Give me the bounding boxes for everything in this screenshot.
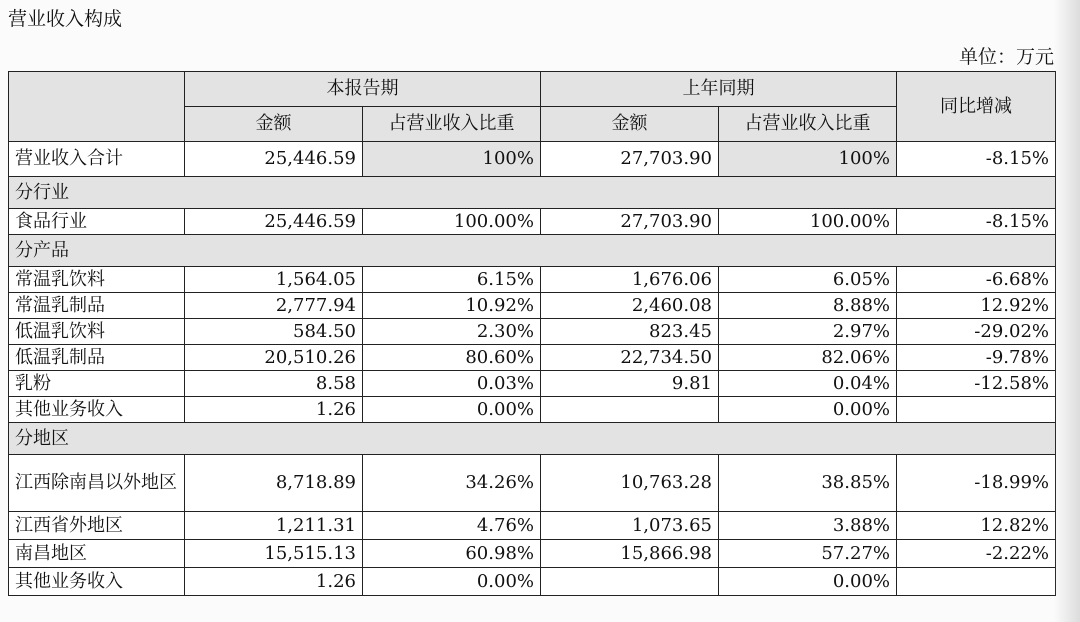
header-cur-ratio: 占营业收入比重	[363, 107, 541, 142]
table-row	[9, 568, 1056, 596]
yoy-cell: -8.15%	[897, 142, 1056, 177]
prev-amount-cell: 823.45	[541, 319, 719, 345]
yoy-cell: 12.92%	[897, 293, 1056, 319]
header-current-period: 本报告期	[185, 72, 541, 107]
table-row	[9, 397, 1056, 423]
prev-ratio-cell: 6.05%	[719, 267, 897, 293]
yoy-cell	[897, 397, 1056, 423]
yoy-cell: -12.58%	[897, 371, 1056, 397]
total-row	[9, 142, 1056, 177]
table-row	[9, 319, 1056, 345]
prev-amount-cell: 1,676.06	[541, 267, 719, 293]
section-row-product	[9, 235, 1056, 267]
yoy-cell: -8.15%	[897, 209, 1056, 235]
yoy-cell	[897, 568, 1056, 596]
cur-ratio-cell: 100%	[363, 142, 541, 177]
cur-amount-cell: 25,446.59	[185, 142, 363, 177]
prev-ratio-cell: 3.88%	[719, 512, 897, 540]
row-label: 常温乳制品	[9, 293, 185, 319]
row-label: 南昌地区	[9, 540, 185, 568]
table-row	[9, 267, 1056, 293]
table-row	[9, 371, 1056, 397]
cur-amount-cell: 8.58	[185, 371, 363, 397]
cur-amount-cell: 20,510.26	[185, 345, 363, 371]
cur-amount-cell: 584.50	[185, 319, 363, 345]
prev-amount-cell: 10,763.28	[541, 455, 719, 512]
row-label: 食品行业	[9, 209, 185, 235]
cur-ratio-cell: 0.03%	[363, 371, 541, 397]
prev-ratio-cell: 2.97%	[719, 319, 897, 345]
row-label: 其他业务收入	[9, 397, 185, 423]
header-prev-amount: 金额	[541, 107, 719, 142]
cur-amount-cell: 1,564.05	[185, 267, 363, 293]
yoy-cell: 12.82%	[897, 512, 1056, 540]
cur-amount-cell: 1.26	[185, 568, 363, 596]
prev-ratio-cell: 100%	[719, 142, 897, 177]
row-label: 其他业务收入	[9, 568, 185, 596]
table-row	[9, 293, 1056, 319]
cur-amount-cell: 8,718.89	[185, 455, 363, 512]
cur-amount-cell: 1.26	[185, 397, 363, 423]
row-label: 乳粉	[9, 371, 185, 397]
header-yoy: 同比增减	[897, 72, 1056, 142]
prev-amount-cell: 27,703.90	[541, 209, 719, 235]
unit-label: 单位：万元	[958, 46, 1054, 68]
revenue-table	[8, 71, 1056, 596]
header-prev-ratio: 占营业收入比重	[719, 107, 897, 142]
row-label: 低温乳制品	[9, 345, 185, 371]
prev-ratio-cell: 8.88%	[719, 293, 897, 319]
cur-amount-cell: 25,446.59	[185, 209, 363, 235]
prev-amount-cell: 27,703.90	[541, 142, 719, 177]
prev-amount-cell: 15,866.98	[541, 540, 719, 568]
row-label: 江西省外地区	[9, 512, 185, 540]
page-title: 营业收入构成	[8, 8, 123, 30]
prev-amount-cell: 9.81	[541, 371, 719, 397]
prev-amount-cell	[541, 568, 719, 596]
prev-ratio-cell: 0.04%	[719, 371, 897, 397]
cur-ratio-cell: 6.15%	[363, 267, 541, 293]
prev-amount-cell: 2,460.08	[541, 293, 719, 319]
cur-ratio-cell: 2.30%	[363, 319, 541, 345]
header-row-top	[9, 72, 1056, 107]
prev-ratio-cell: 82.06%	[719, 345, 897, 371]
cur-ratio-cell: 60.98%	[363, 540, 541, 568]
section-row-region	[9, 423, 1056, 455]
table-row	[9, 455, 1056, 512]
prev-amount-cell: 1,073.65	[541, 512, 719, 540]
table-row	[9, 209, 1056, 235]
table-row	[9, 345, 1056, 371]
cur-ratio-cell: 80.60%	[363, 345, 541, 371]
row-label: 江西除南昌以外地区	[9, 455, 185, 512]
prev-ratio-cell: 38.85%	[719, 455, 897, 512]
cur-amount-cell: 2,777.94	[185, 293, 363, 319]
prev-ratio-cell: 57.27%	[719, 540, 897, 568]
section-title: 分产品	[9, 235, 1056, 267]
prev-amount-cell	[541, 397, 719, 423]
cur-ratio-cell: 34.26%	[363, 455, 541, 512]
cur-amount-cell: 15,515.13	[185, 540, 363, 568]
header-cur-amount: 金额	[185, 107, 363, 142]
prev-ratio-cell: 0.00%	[719, 568, 897, 596]
prev-ratio-cell: 100.00%	[719, 209, 897, 235]
table-row	[9, 512, 1056, 540]
prev-amount-cell: 22,734.50	[541, 345, 719, 371]
yoy-cell: -6.68%	[897, 267, 1056, 293]
row-label: 营业收入合计	[9, 142, 185, 177]
header-prior-year-period: 上年同期	[541, 72, 897, 107]
cur-ratio-cell: 100.00%	[363, 209, 541, 235]
yoy-cell: -18.99%	[897, 455, 1056, 512]
page-edge-shadow	[1054, 0, 1080, 622]
table-row	[9, 540, 1056, 568]
cur-ratio-cell: 0.00%	[363, 568, 541, 596]
cur-amount-cell: 1,211.31	[185, 512, 363, 540]
section-row-industry	[9, 177, 1056, 209]
cur-ratio-cell: 10.92%	[363, 293, 541, 319]
header-blank-cell	[9, 72, 185, 142]
row-label: 常温乳饮料	[9, 267, 185, 293]
section-title: 分行业	[9, 177, 1056, 209]
yoy-cell: -9.78%	[897, 345, 1056, 371]
prev-ratio-cell: 0.00%	[719, 397, 897, 423]
cur-ratio-cell: 4.76%	[363, 512, 541, 540]
section-title: 分地区	[9, 423, 1056, 455]
yoy-cell: -29.02%	[897, 319, 1056, 345]
row-label: 低温乳饮料	[9, 319, 185, 345]
cur-ratio-cell: 0.00%	[363, 397, 541, 423]
yoy-cell: -2.22%	[897, 540, 1056, 568]
